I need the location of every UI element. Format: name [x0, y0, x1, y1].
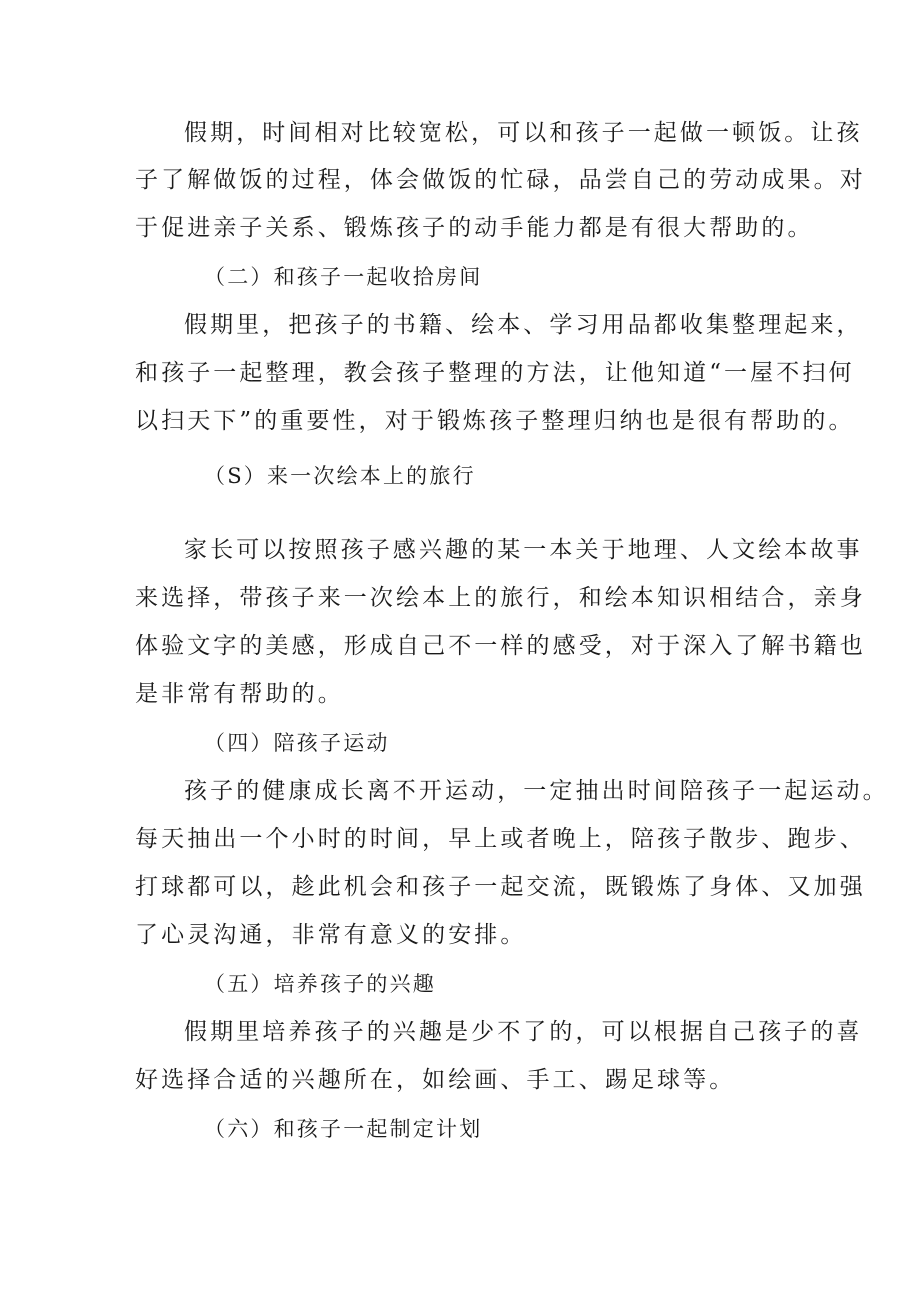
paragraph-line: 子了解做饭的过程，体会做饭的忙碌，品尝自己的劳动成果。对 — [135, 167, 866, 193]
paragraph-line: 假期，时间相对比较宽松，可以和孩子一起做一顿饭。让孩 — [184, 120, 863, 146]
paragraph-line: 来选择，带孩子来一次绘本上的旅行，和绘本知识相结合，亲身 — [135, 585, 866, 611]
section-heading: （四）陪孩子运动 — [204, 731, 390, 755]
paragraph-line: 每天抽出一个小时的时间，早上或者晚上，陪孩子散步、跑步、 — [135, 826, 866, 852]
paragraph-line: 体验文字的美感，形成自己不一样的感受，对于深入了解书籍也 — [135, 633, 866, 659]
paragraph-line: 于促进亲子关系、锻炼孩子的动手能力都是有很大帮助的。 — [135, 215, 814, 241]
paragraph-line: 好选择合适的兴趣所在，如绘画、手工、踢足球等。 — [135, 1067, 736, 1093]
paragraph-line: 假期里，把孩子的书籍、绘本、学习用品都收集整理起来， — [184, 312, 863, 338]
paragraph-line: 了心灵沟通，非常有意义的安排。 — [135, 922, 527, 948]
section-heading: （五）培养孩子的兴趣 — [204, 972, 436, 996]
section-heading: （二）和孩子一起收拾房间 — [204, 265, 483, 289]
section-heading: （S）来一次绘本上的旅行 — [204, 464, 476, 488]
paragraph-line: 和孩子一起整理，教会孩子整理的方法，让他知道“一屋不扫何 — [135, 360, 855, 386]
paragraph-line: 假期里培养孩子的兴趣是少不了的，可以根据自己孩子的喜 — [184, 1019, 863, 1045]
paragraph-line: 孩子的健康成长离不开运动，一定抽出时间陪孩子一起运动。 — [184, 778, 889, 804]
paragraph-line: 家长可以按照孩子感兴趣的某一本关于地理、人文绘本故事 — [184, 537, 863, 563]
paragraph-line: 以扫天下”的重要性，对于锻炼孩子整理归纳也是很有帮助的。 — [135, 408, 855, 434]
paragraph-line: 是非常有帮助的。 — [135, 681, 344, 707]
paragraph-line: 打球都可以，趁此机会和孩子一起交流，既锻炼了身体、又加强 — [135, 874, 866, 900]
section-heading: （六）和孩子一起制定计划 — [204, 1117, 483, 1141]
